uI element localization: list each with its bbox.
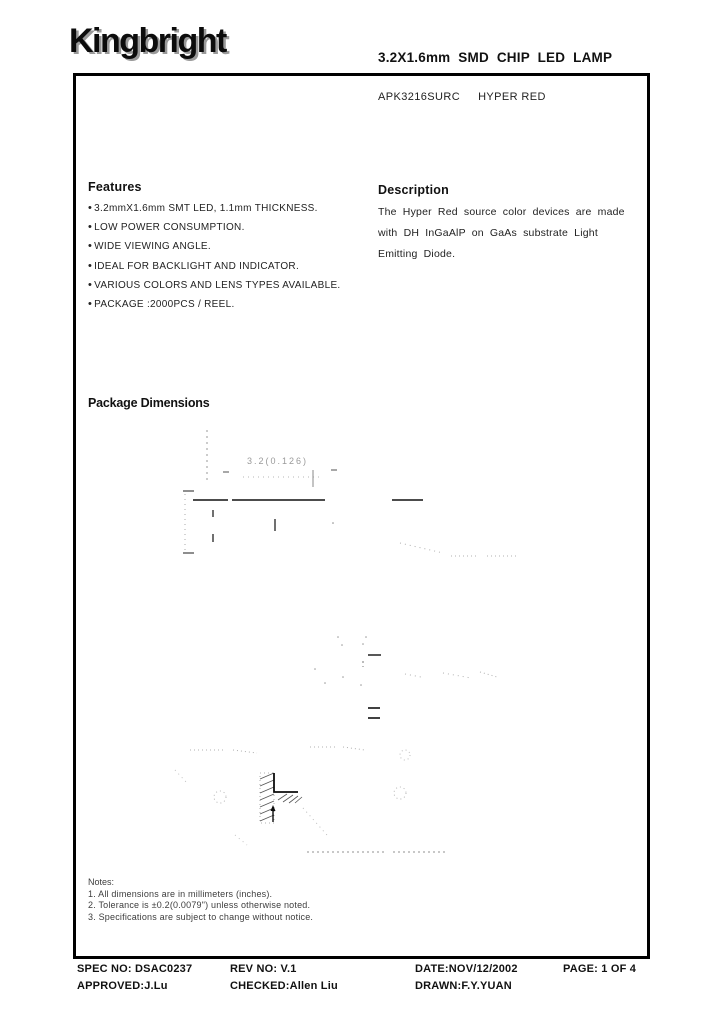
feature-item: • WIDE VIEWING ANGLE. bbox=[88, 237, 378, 256]
description-line: Emitting Diode. bbox=[378, 248, 456, 260]
package-dimensions-drawing bbox=[75, 415, 648, 870]
kingbright-logo: Kingbright bbox=[69, 22, 226, 60]
notes-heading: Notes: bbox=[88, 877, 115, 887]
description-line: The Hyper Red source color devices are made bbox=[378, 206, 625, 218]
footer-approved: APPROVED:J.Lu bbox=[77, 980, 168, 992]
footer-drawn: DRAWN:F.Y.YUAN bbox=[415, 980, 512, 992]
note-line: 1. All dimensions are in millimeters (inches). bbox=[88, 888, 273, 899]
note-line: 3. Specifications are subject to change without notice. bbox=[88, 911, 314, 922]
feature-item: • 3.2mmX1.6mm SMT LED, 1.1mm THICKNESS. bbox=[88, 199, 378, 218]
footer-rev-no: REV NO: V.1 bbox=[230, 963, 297, 975]
footer-page: PAGE: 1 OF 4 bbox=[563, 963, 637, 975]
document-title: 3.2X1.6mm SMD CHIP LED LAMP bbox=[378, 50, 613, 65]
feature-item: • LOW POWER CONSUMPTION. bbox=[88, 218, 378, 237]
features-list bbox=[88, 199, 378, 314]
footer-checked: CHECKED:Allen Liu bbox=[230, 980, 338, 992]
part-number-line bbox=[378, 91, 546, 103]
features-heading: Features bbox=[88, 180, 142, 194]
dimension-label: 3.2(0.126) bbox=[247, 456, 309, 466]
feature-item: • VARIOUS COLORS AND LENS TYPES AVAILABLE. bbox=[88, 276, 378, 295]
package-dimensions-heading: Package Dimensions bbox=[88, 396, 210, 410]
source-color: HYPER RED bbox=[478, 91, 546, 103]
description-line: with DH InGaAlP on GaAs substrate Light bbox=[378, 227, 598, 239]
feature-item: • IDEAL FOR BACKLIGHT AND INDICATOR. bbox=[88, 257, 378, 276]
footer-date: DATE:NOV/12/2002 bbox=[415, 963, 518, 975]
note-line: 2. Tolerance is ±0.2(0.0079") unless otherwise noted. bbox=[88, 900, 311, 910]
notes-section bbox=[88, 877, 313, 923]
footer-spec-no: SPEC NO: DSAC0237 bbox=[77, 963, 193, 975]
part-number: APK3216SURC bbox=[378, 91, 461, 103]
description-heading: Description bbox=[378, 183, 449, 197]
feature-item: • PACKAGE :2000PCS / REEL. bbox=[88, 295, 378, 314]
